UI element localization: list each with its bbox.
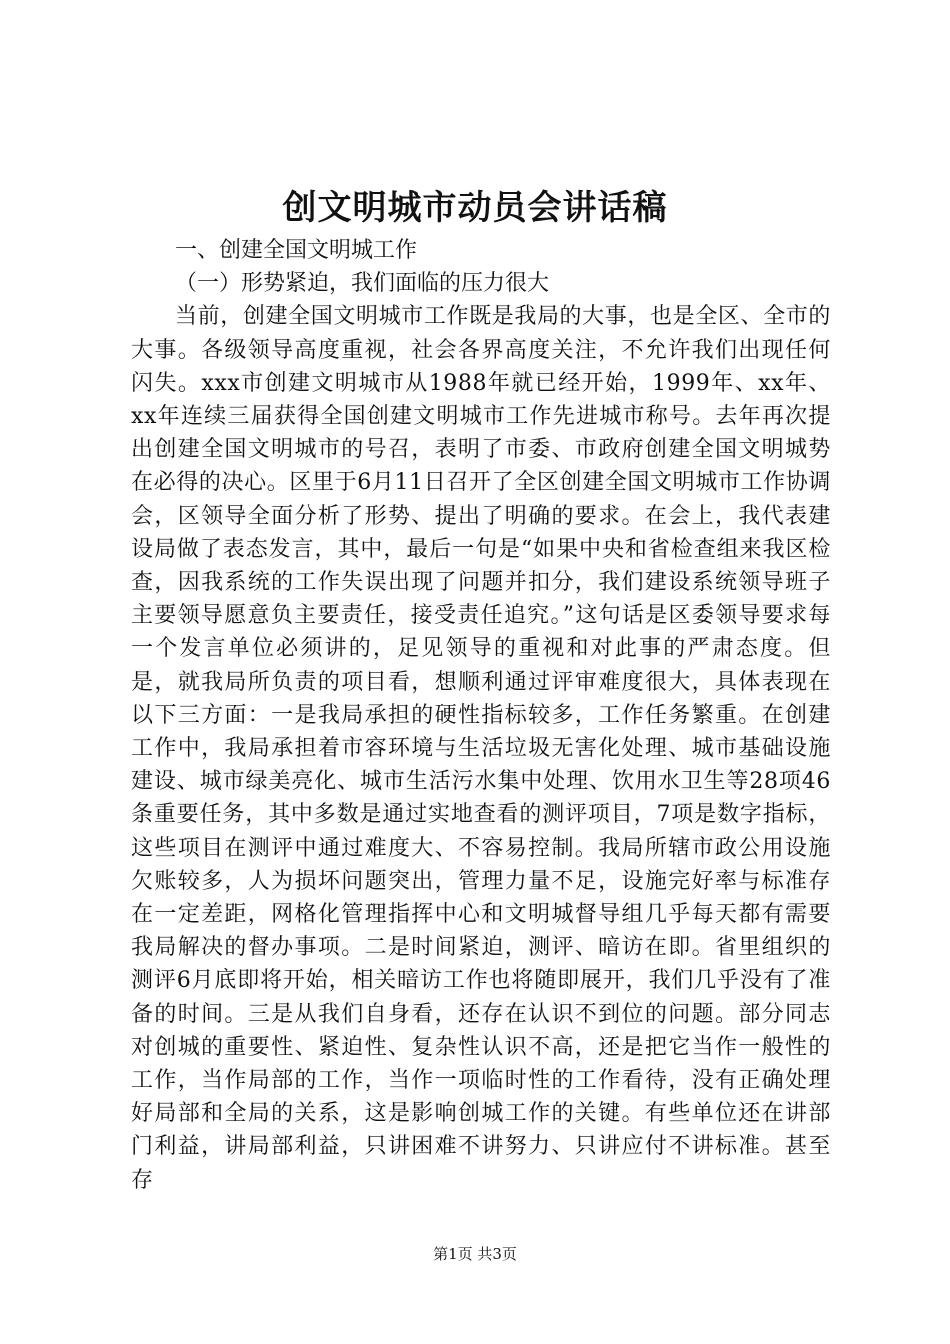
document-title: 创文明城市动员会讲话稿 xyxy=(282,188,668,228)
section-heading: 一、创建全国文明城工作 xyxy=(175,238,418,263)
subsection-heading: （一）形势紧迫，我们面临的压力很大 xyxy=(175,271,550,297)
document-body xyxy=(131,234,831,1197)
body-paragraph: 当前，创建全国文明城市工作既是我局的大事，也是全区、全市的大事。各级领导高度重视，社会各界高度关注，不允许我们出现任何闪失。xxx市创建文明城市从1988年就已经开始，1999年、xx年、xx年连续三届获得全国创建文明城市工作先进城市称号。去年再次提出创建全国文明城市的号召，表明了市委、市政府创建全国文明城势在必得的决心。区里于6月11日召开了全区创建全国文明城市工作协调会，区领导全面分析了形势、提出了明确的要求。在会上，我代表建设局做了表态发言，其中，最后一句是“如果中央和省检查组来我区检查，因我系统的工作失误出现了问题并扣分，我们建设系统领导班子主要领导愿意负主要责任，接受责任追究。”这句话是区委领导要求每一个发言单位必须讲的，足见领导的重视和对此事的严肃态度。但是，就我局所负责的项目看，想顺利通过评审难度很大，具体表现在以下三方面：一是我局承担的硬性指标较多，工作任务繁重。在创建工作中，我局承担着市容环境与生活垃圾无害化处理、城市基础设施建设、城市绿美亮化、城市生活污水集中处理、饮用水卫生等28项46条重要任务，其中多数是通过实地查看的测评项目，7项是数字指标，这些项目在测评中通过难度大、不容易控制。我局所辖市政公用设施欠账较多，人为损坏问题突出，管理力量不足，设施完好率与标准存在一定差距，网格化管理指挥中心和文明城督导组几乎每天都有需要我局解决的督办事项。二是时间紧迫，测评、暗访在即。省里组织的测评6月底即将开始，相关暗访工作也将随即展开，我们几乎没有了准备的时间。三是从我们自身看，还存在认识不到位的问题。部分同志对创城的重要性、紧迫性、复杂性认识不高，还是把它当作一般性的工作，当作局部的工作，当作一项临时性的工作看待，没有正确处理好局部和全局的关系，这是影响创城工作的关键。有些单位还在讲部门利益，讲局部利益，只讲困难不讲努力、只讲应付不讲标准。甚至存 xyxy=(131,304,831,1193)
page-footer: 第1页 共3页 xyxy=(433,1245,517,1263)
